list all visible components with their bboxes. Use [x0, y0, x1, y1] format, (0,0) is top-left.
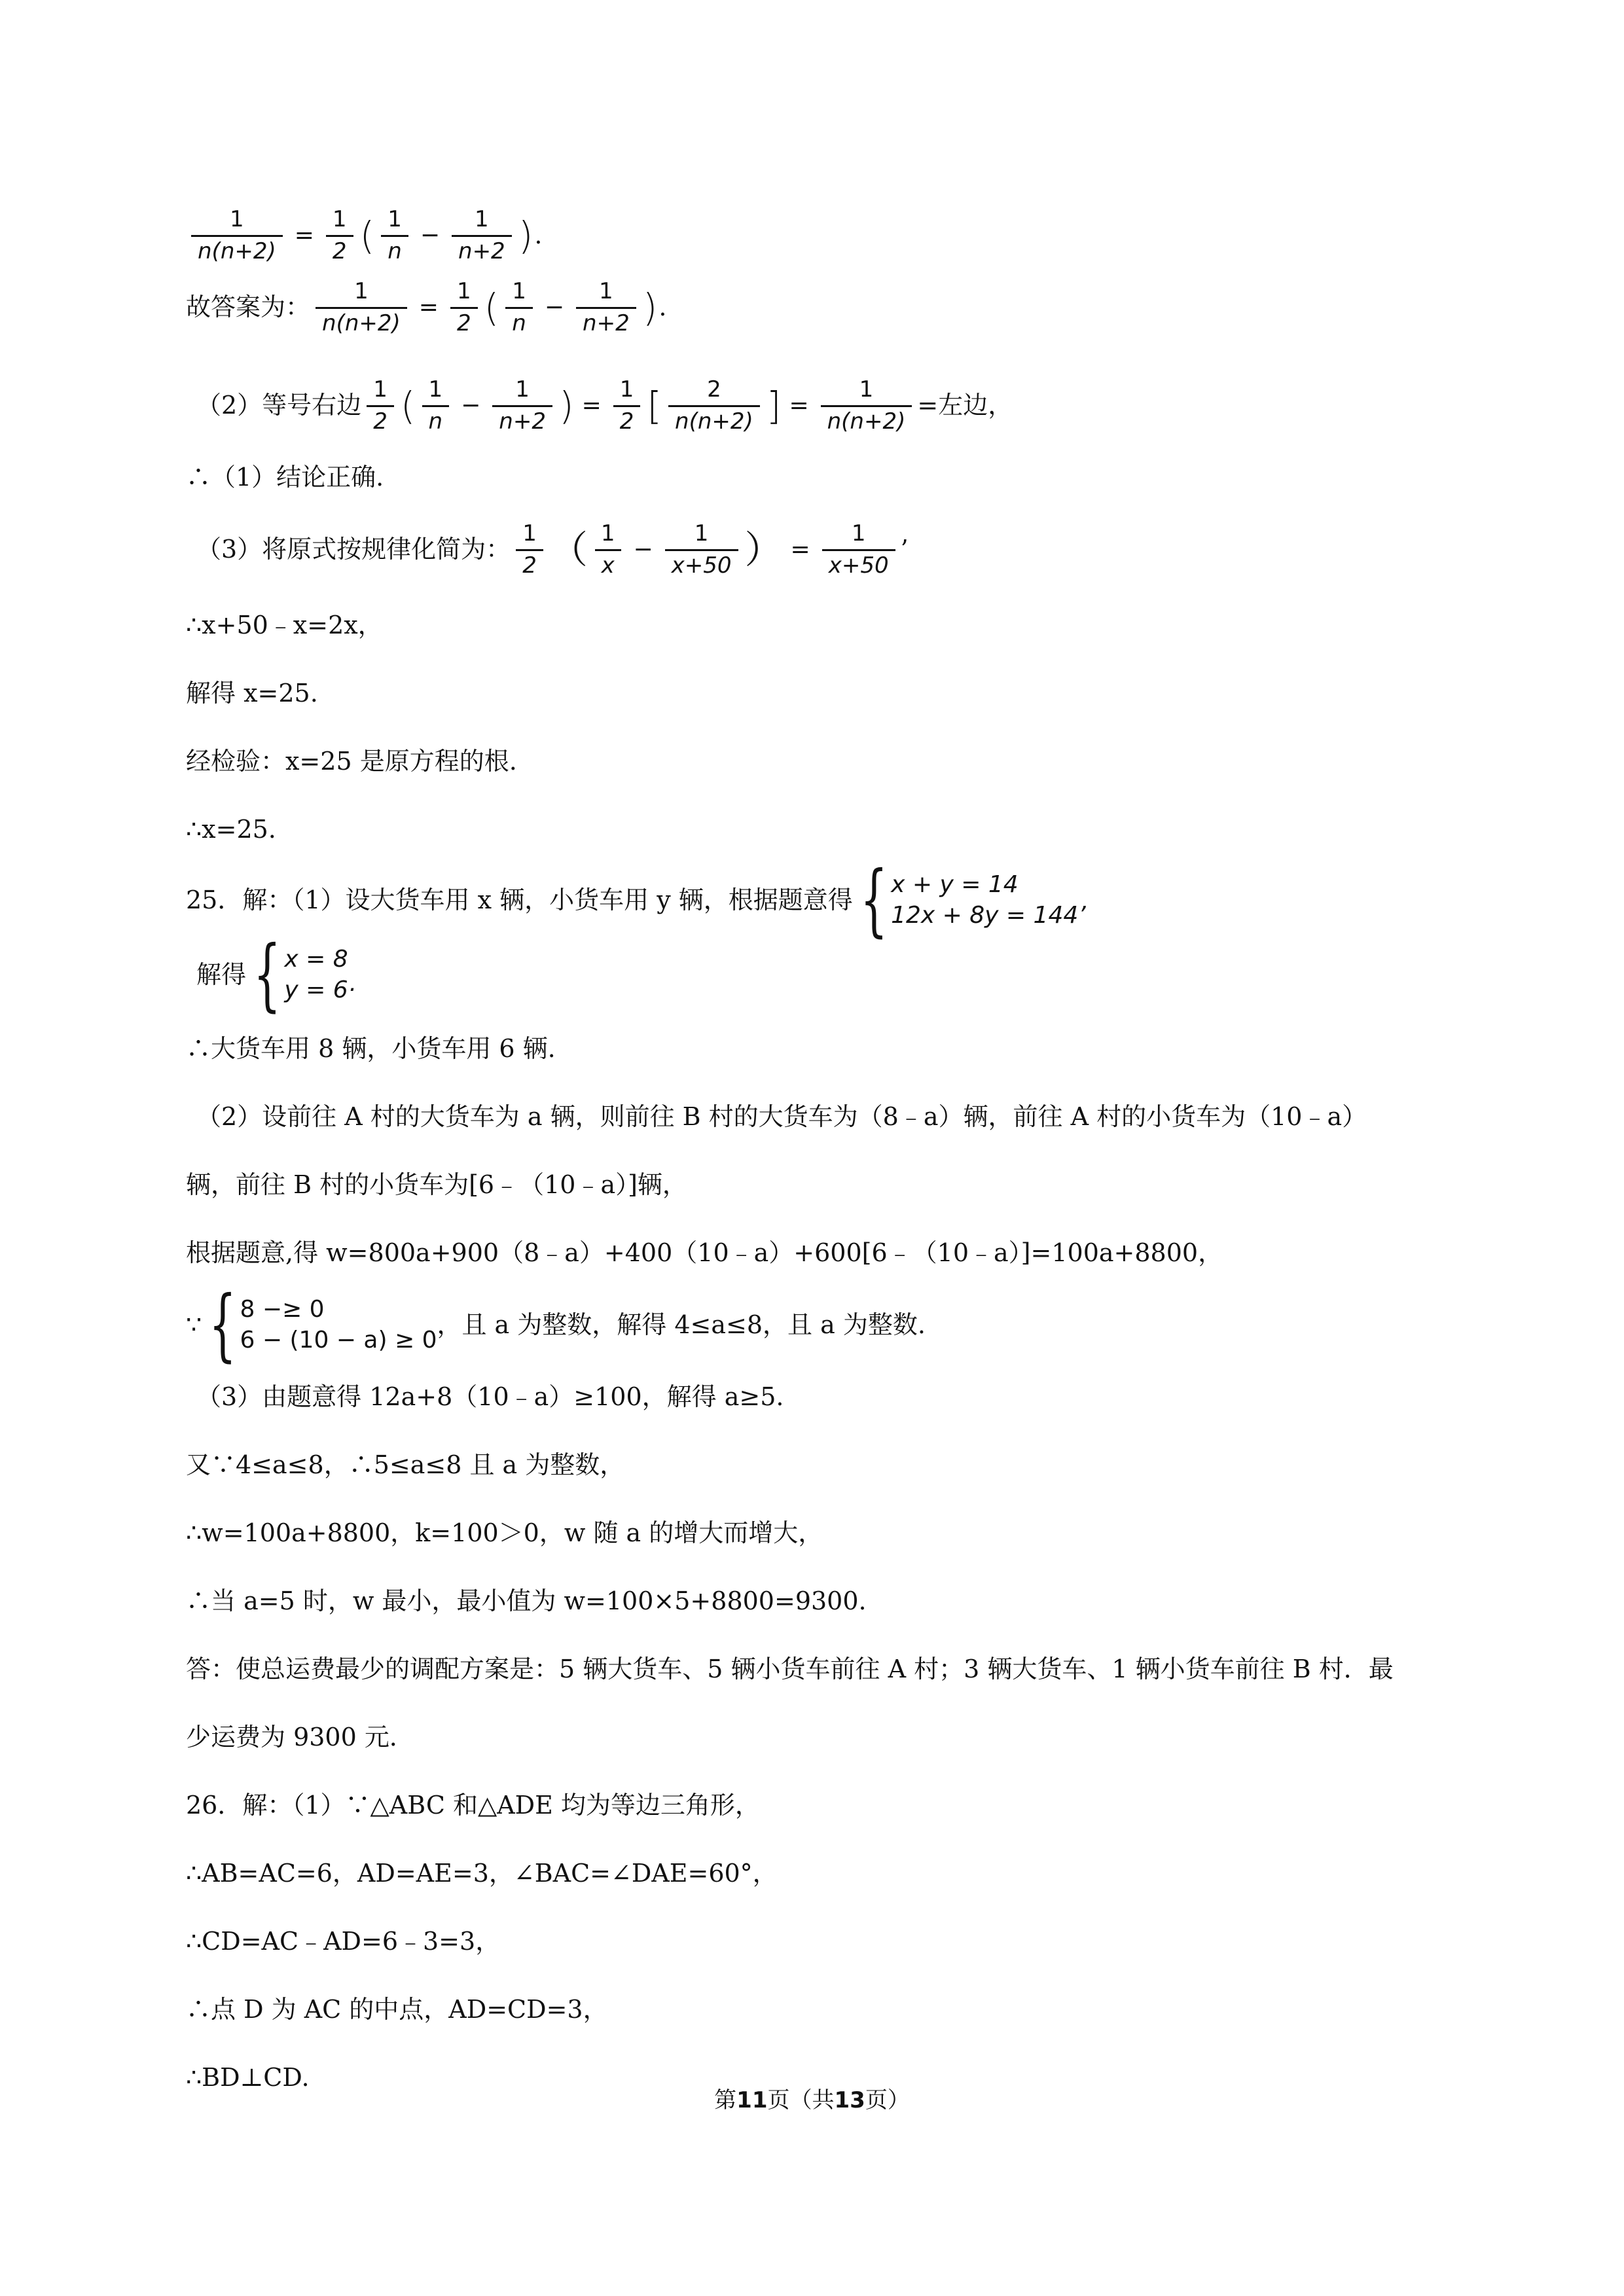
equation-system: 8 −≥ 0 6 − (10 − a) ≥ 0	[240, 1296, 437, 1354]
fraction: $\frac{1}{n(n+2)}$	[316, 279, 407, 336]
equation-system: x = 8 y = 6·	[284, 946, 356, 1003]
part3-line: （3）将原式按规律化简为： $\frac{1}{2}$ （ $\frac{1}{x}$ − $\frac{1}{x+50}$ ） = $\frac{1}{x+50}$ ’	[196, 520, 909, 579]
fraction: $\frac{1}{2}$	[516, 522, 543, 578]
left-brace: {	[209, 1280, 237, 1371]
text-line: ∴AB=AC=6，AD=AE=3，∠BAC=∠DAE=60°，	[186, 1859, 778, 1888]
fraction: $\frac{1}{n+2}$	[492, 378, 552, 434]
fraction: $\frac{1}{n+2}$	[452, 207, 512, 264]
text-line: 又∵4≤a≤8，∴5≤a≤8 且 a 为整数，	[186, 1450, 625, 1480]
part2-line: （2）等号右边 $\frac{1}{2}$ ( $\frac{1}{n}$ − $\frac{1}{n+2}$ ) = $\frac{1}{2}$ [ $\frac{2}{n(n+2)}$ ] = $\frac{1}{n(n+2)}$ =左边，	[196, 376, 1013, 435]
text-line: 辆，前往 B 村的小货车为[6﹣（10﹣a）]辆，	[186, 1170, 687, 1200]
page-footer: 第11页（共13页）	[714, 2087, 910, 2113]
text-line: （3）由题意得 12a+8（10﹣a）≥100，解得 a≥5.	[196, 1382, 784, 1412]
fraction: $\frac{1}{2}$	[367, 378, 394, 434]
formula-line-1: $\frac{1}{n(n+2)}$ = $\frac{1}{2}$ ( $\frac{1}{n}$ − $\frac{1}{n+2}$ ) .	[186, 203, 1506, 268]
fraction: $\frac{1}{n(n+2)}$	[191, 207, 283, 264]
text-line: ∴当 a=5 时，w 最小，最小值为 w=100×5+8800=9300.	[186, 1587, 867, 1616]
fraction: $\frac{2}{n(n+2)}$	[668, 378, 760, 434]
page-number: 11	[736, 2087, 768, 2113]
text-line: 少运费为 9300 元．	[186, 1723, 414, 1752]
fraction: $\frac{1}{x+50}$	[665, 522, 738, 578]
fraction: $\frac{1}{2}$	[613, 378, 641, 434]
fraction: $\frac{1}{2}$	[450, 279, 478, 336]
text-line: ∴BD⊥CD.	[186, 2063, 310, 2092]
text-line: 经检验：x=25 是原方程的根.	[186, 747, 517, 776]
left-brace: {	[859, 855, 888, 946]
text-line: ∴w=100a+8800，k=100＞0，w 随 a 的增大而增大，	[186, 1518, 823, 1548]
text-line: ∴x+50﹣x=2x，	[186, 611, 383, 640]
text-line: 答：使总运费最少的调配方案是：5 辆大货车、5 辆小货车前往 A 村；3 辆大货车、1 辆小货车前往 B 村．最	[186, 1655, 1394, 1684]
text-line: ∴x=25.	[186, 815, 276, 844]
q25-line: 25．解：（1）设大货车用 x 辆，小货车用 y 辆，根据题意得 { x + y = 14 12x + 8y = 144’	[186, 855, 1086, 946]
fraction: $\frac{1}{n}$	[505, 279, 533, 336]
text-line: 26．解：（1）∵△ABC 和△ADE 均为等边三角形，	[186, 1791, 760, 1820]
fraction: $\frac{1}{n+2}$	[576, 279, 636, 336]
solve-system-line: 解得 { x = 8 y = 6·	[196, 929, 356, 1020]
text-line: ∴CD=AC﹣AD=6﹣3=3，	[186, 1927, 501, 1956]
fraction: $\frac{1}{n}$	[422, 378, 449, 434]
answer-line: 故答案为： $\frac{1}{n(n+2)}$ = $\frac{1}{2}$ ( $\frac{1}{n}$ − $\frac{1}{n+2}$ ) .	[186, 278, 667, 336]
fraction: $\frac{1}{n}$	[381, 207, 408, 264]
total-pages: 13	[834, 2087, 865, 2113]
equation-system: x + y = 14 12x + 8y = 144’	[891, 871, 1086, 929]
text-line: （2）设前往 A 村的大货车为 a 辆，则前往 B 村的大货车为（8﹣a）辆，前往 A 村的小货车为（10﹣a）	[196, 1102, 1367, 1132]
text-line: ∴大货车用 8 辆，小货车用 6 辆.	[186, 1034, 556, 1064]
text-line: ∴点 D 为 AC 的中点，AD=CD=3，	[186, 1995, 608, 2024]
text-line: ∴（1）结论正确.	[186, 463, 384, 492]
left-brace: {	[253, 929, 281, 1020]
fraction: $\frac{1}{2}$	[326, 207, 353, 264]
fraction: $\frac{1}{n(n+2)}$	[821, 378, 912, 434]
text-line: 根据题意,得 w=800a+900（8﹣a）+400（10﹣a）+600[6﹣（10﹣a）]=100a+8800，	[186, 1238, 1223, 1268]
fraction: $\frac{1}{x+50}$	[822, 522, 895, 578]
fraction: $\frac{1}{x}$	[594, 522, 622, 578]
inequality-system-line: ∵ { 8 −≥ 0 6 − (10 − a) ≥ 0 ，且 a 为整数，解得 4≤a≤8，且 a 为整数.	[186, 1280, 926, 1371]
text-line: 解得 x=25.	[186, 679, 318, 708]
